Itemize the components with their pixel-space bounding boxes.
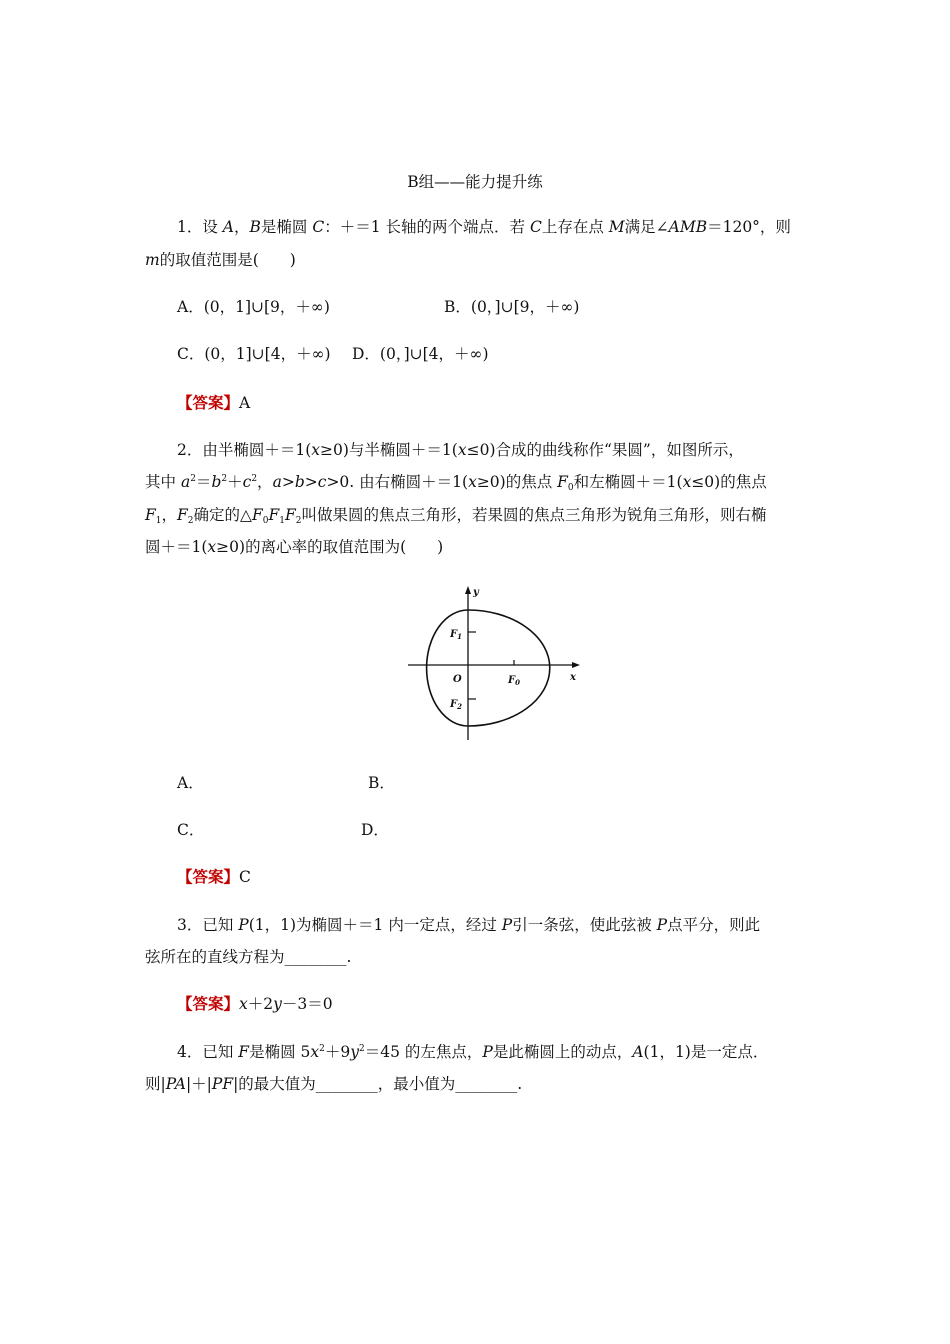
section-title: B组——能力提升练	[407, 173, 543, 191]
q1-line2: m的取值范围是( )	[145, 251, 296, 269]
q3-line1: 3．已知 P(1，1)为椭圆＋＝1 内一定点，经过 P引一条弦，使此弦被 P点平分，则此	[177, 916, 761, 934]
q2-line1: 2．由半椭圆＋＝1(x≥0)与半椭圆＋＝1(x≤0)合成的曲线称作“果圆”，如图所示，	[177, 441, 744, 459]
fruit-circle-figure	[400, 582, 585, 742]
q2-option-d: D．	[361, 821, 389, 839]
q3-line2: 弦所在的直线方程为________.	[145, 948, 352, 966]
origin-label: O	[453, 674, 462, 685]
right-semi-ellipse	[468, 610, 550, 726]
q2-answer: 【答案】C	[177, 867, 251, 886]
q1-option-a: A．(0，1]∪[9，＋∞)	[177, 298, 330, 316]
q2-line2: 其中 $a^2=b^2+c^2$，a>b>c>0. 由右椭圆＋＝1(x≥0)的焦点 $F_0$和左椭圆＋＝1(x≤0)的焦点	[145, 473, 767, 493]
q2-line3: $F_1$，$F_2$确定的$\triangle F_0F_1F_2$叫做果圆的焦点三角形，若果圆的焦点三角形为锐角三角形，则右椭	[145, 506, 767, 526]
f1-label: $F_1$	[450, 629, 462, 641]
q1-option-b: B．(0，]∪[9，＋∞)	[444, 298, 580, 316]
q1-option-d: D．(0，]∪[4，＋∞)	[352, 345, 489, 363]
q1-answer: 【答案】A	[177, 393, 251, 412]
q2-option-b: B．	[368, 774, 395, 792]
x-axis-label: x	[570, 672, 576, 683]
x-axis-arrow-icon	[572, 662, 580, 668]
q4-line2: 则|PA|＋|PF|的最大值为________，最小值为________.	[145, 1075, 523, 1093]
y-axis-label: y	[473, 587, 479, 598]
y-axis-arrow-icon	[465, 586, 471, 594]
q1-option-c: C．(0，1]∪[4，＋∞)	[177, 345, 331, 363]
q1-line1: 1．设 A，B是椭圆 C：＋＝1 长轴的两个端点．若 C上存在点 M满足∠AMB＝120°，则	[177, 218, 791, 236]
f0-label: $F_0$	[508, 675, 520, 687]
q4-line1: 4．已知 F是椭圆 $5x^2+9y^2=45$ 的左焦点，P是此椭圆上的动点，A(1，1)是一定点．	[177, 1043, 769, 1061]
q3-answer: 【答案】x＋2y－3＝0	[177, 994, 333, 1013]
q2-option-a: A．	[177, 774, 204, 792]
q2-option-c: C．	[177, 821, 205, 839]
q2-line4: 圆＋＝1(x≥0)的离心率的取值范围为( )	[145, 538, 444, 556]
f2-label: $F_2$	[450, 699, 462, 711]
